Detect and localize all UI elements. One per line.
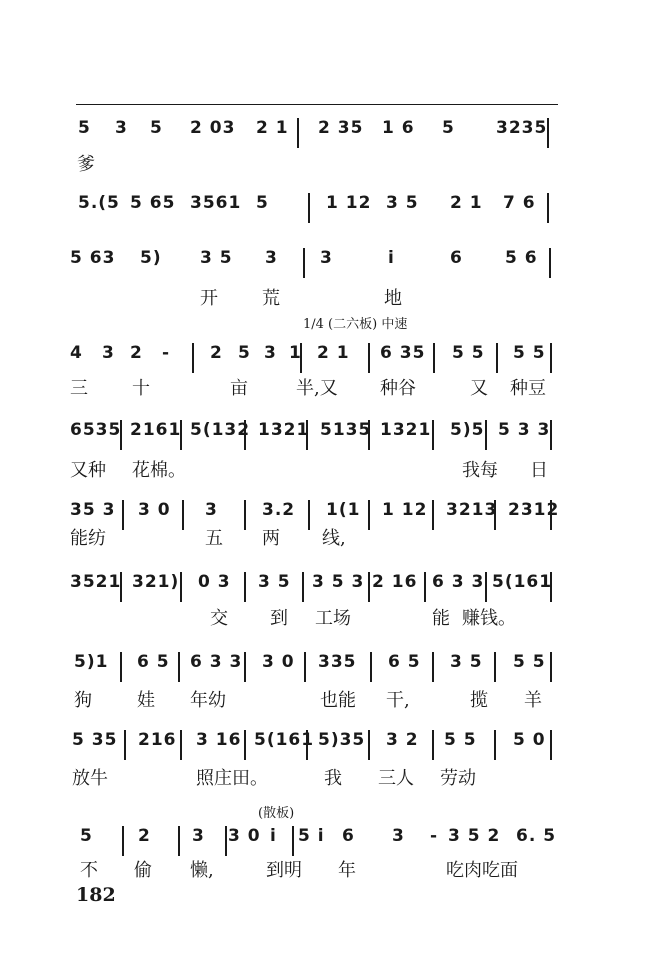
note-group: 5 63 xyxy=(70,248,116,268)
lyric-syllable: 我 xyxy=(324,768,342,789)
note-group: i xyxy=(270,826,277,846)
lyric-syllable: 偷 xyxy=(134,860,152,881)
note-group: 3 xyxy=(265,248,278,268)
lyric-syllable: 种豆 xyxy=(510,378,546,399)
note-group: 5)5 xyxy=(450,420,485,440)
note-group: 5 xyxy=(256,193,269,213)
score-line xyxy=(0,248,660,278)
note-group: - xyxy=(430,826,439,846)
note-group: 3 5 xyxy=(450,652,483,672)
note-group: 6 5 xyxy=(137,652,170,672)
bar-line xyxy=(494,730,496,760)
note-group: 5 35 xyxy=(72,730,118,750)
note-group: 2 1 xyxy=(256,118,289,138)
bar-line xyxy=(547,193,549,223)
note-group: 3521 xyxy=(70,572,122,592)
lyric-syllable: 三人 xyxy=(378,768,414,789)
bar-line xyxy=(308,500,310,530)
note-group: 5 0 xyxy=(513,730,546,750)
lyric-syllable: 年 xyxy=(338,860,356,881)
note-group: 1321 xyxy=(258,420,310,440)
tempo-marking: 1/4 (二六板) 中速 xyxy=(303,317,408,332)
bar-line xyxy=(494,652,496,682)
bar-line xyxy=(122,500,124,530)
bar-line xyxy=(432,420,434,450)
note-group: 2 1 xyxy=(450,193,483,213)
bar-line xyxy=(550,572,552,602)
lyric-syllable: 放牛 xyxy=(72,768,108,789)
lyric-syllable: 荒 xyxy=(262,288,280,309)
note-group: 2 xyxy=(138,826,151,846)
score-line xyxy=(0,193,660,223)
page-number: 182 xyxy=(76,884,116,906)
lyric-syllable: 两 xyxy=(262,528,280,549)
note-group: 5(161 xyxy=(492,572,553,592)
lyric-syllable: 不 xyxy=(80,860,98,881)
lyric-syllable: 种谷 xyxy=(380,378,416,399)
lyric-syllable: 工场 xyxy=(315,608,351,629)
note-group: 3 xyxy=(264,343,277,363)
note-group: 3 xyxy=(392,826,405,846)
note-group: 3 xyxy=(205,500,218,520)
tempo-marking: (散板) xyxy=(258,806,295,821)
note-group: 5 xyxy=(150,118,163,138)
note-group: 2 1 xyxy=(317,343,350,363)
bar-line xyxy=(432,730,434,760)
lyric-syllable: 赚钱。 xyxy=(462,608,516,629)
note-group: 6 35 xyxy=(380,343,426,363)
bar-line xyxy=(547,118,549,148)
note-group: 5 3 3 xyxy=(498,420,551,440)
note-group: 6535 xyxy=(70,420,122,440)
note-group: 3 xyxy=(102,343,115,363)
note-group: 6 5 xyxy=(388,652,421,672)
note-group: 5135 xyxy=(320,420,372,440)
lyric-syllable: 十 xyxy=(132,378,150,399)
lyric-syllable: 揽 xyxy=(470,690,488,711)
note-group: 2 03 xyxy=(190,118,236,138)
lyric-syllable: 娃 xyxy=(137,690,155,711)
bar-line xyxy=(432,500,434,530)
bar-line xyxy=(120,420,122,450)
bar-line xyxy=(485,420,487,450)
bar-line xyxy=(180,572,182,602)
lyric-syllable: 羊 xyxy=(524,690,542,711)
note-group: 5)35 xyxy=(318,730,366,750)
bar-line xyxy=(550,730,552,760)
note-group: 2 xyxy=(210,343,223,363)
note-group: 4 xyxy=(70,343,83,363)
note-group: 5 xyxy=(80,826,93,846)
note-group: 2 35 xyxy=(318,118,364,138)
note-group: 3 0 xyxy=(262,652,295,672)
lyric-syllable: 懒, xyxy=(190,860,214,881)
note-group: 3 2 xyxy=(386,730,419,750)
lyric-syllable: 狗 xyxy=(74,690,92,711)
lyric-syllable: 交 xyxy=(210,608,228,629)
note-group: 6 3 3 xyxy=(190,652,243,672)
note-group: 2312 xyxy=(508,500,560,520)
note-group: 6 xyxy=(450,248,463,268)
note-group: 3 16 xyxy=(196,730,242,750)
note-group: 5(161 xyxy=(254,730,315,750)
bar-line xyxy=(433,343,435,373)
lyric-syllable: 三 xyxy=(70,378,88,399)
bar-line xyxy=(244,500,246,530)
note-group: 1 6 xyxy=(382,118,415,138)
lyric-syllable: 花棉。 xyxy=(132,460,186,481)
note-group: 3235 xyxy=(496,118,548,138)
bar-line xyxy=(550,343,552,373)
lyric-syllable: 地 xyxy=(384,288,402,309)
note-group: 5(132 xyxy=(190,420,251,440)
note-group: 216 xyxy=(138,730,177,750)
bar-line xyxy=(302,572,304,602)
score-line xyxy=(0,730,660,760)
note-group: 3 5 xyxy=(386,193,419,213)
bar-line xyxy=(225,826,227,856)
bar-line xyxy=(306,420,308,450)
note-group: 5 xyxy=(78,118,91,138)
lyric-syllable: 吃肉吃面 xyxy=(446,860,518,881)
bar-line xyxy=(244,420,246,450)
bar-line xyxy=(180,420,182,450)
bar-line xyxy=(297,118,299,148)
score-line xyxy=(0,343,660,373)
bar-line xyxy=(120,652,122,682)
lyric-syllable: 到 xyxy=(270,608,288,629)
bar-line xyxy=(550,652,552,682)
bar-line xyxy=(124,730,126,760)
note-group: 3 5 xyxy=(200,248,233,268)
lyric-syllable: 亩 xyxy=(230,378,248,399)
note-group: 1 12 xyxy=(326,193,372,213)
bar-line xyxy=(432,652,434,682)
note-group: 3 0 xyxy=(138,500,171,520)
note-group: 3 5 3 xyxy=(312,572,365,592)
note-group: - xyxy=(162,343,171,363)
lyric-syllable: 半,又 xyxy=(296,378,338,399)
lyric-syllable: 照庄田。 xyxy=(196,768,268,789)
note-group: 3 5 2 xyxy=(448,826,501,846)
bar-line xyxy=(368,500,370,530)
note-group: 5 5 xyxy=(513,343,546,363)
note-group: 5) xyxy=(140,248,162,268)
lyric-syllable: 五 xyxy=(205,528,223,549)
lyric-syllable: 开 xyxy=(200,288,218,309)
bar-line xyxy=(368,572,370,602)
note-group: 335 xyxy=(318,652,357,672)
lyric-syllable: 干, xyxy=(386,690,410,711)
bar-line xyxy=(550,500,552,530)
note-group: 3 0 xyxy=(228,826,261,846)
note-group: 3561 xyxy=(190,193,242,213)
lyric-syllable: 线, xyxy=(322,528,346,549)
bar-line xyxy=(180,730,182,760)
note-group: i xyxy=(388,248,395,268)
bar-line xyxy=(178,826,180,856)
note-group: 3 xyxy=(115,118,128,138)
lyric-syllable: 也能 xyxy=(320,690,356,711)
note-group: 5 xyxy=(238,343,251,363)
lyric-syllable: 我每 xyxy=(462,460,498,481)
bar-line xyxy=(303,248,305,278)
lyric-syllable: 年幼 xyxy=(190,690,226,711)
system-top-rule xyxy=(76,104,558,105)
bar-line xyxy=(192,343,194,373)
note-group: 35 3 xyxy=(70,500,116,520)
bar-line xyxy=(292,826,294,856)
bar-line xyxy=(368,730,370,760)
note-group: 6 xyxy=(342,826,355,846)
note-group: 7 6 xyxy=(503,193,536,213)
note-group: 1321 xyxy=(380,420,432,440)
bar-line xyxy=(494,500,496,530)
bar-line xyxy=(485,572,487,602)
score-line xyxy=(0,826,660,856)
note-group: 5.(5 xyxy=(78,193,120,213)
lyric-syllable: 又种 xyxy=(70,460,106,481)
lyric-syllable: 爹 xyxy=(77,154,95,175)
score-line xyxy=(0,118,660,148)
bar-line xyxy=(308,193,310,223)
bar-line xyxy=(244,572,246,602)
lyric-syllable: 劳动 xyxy=(440,768,476,789)
note-group: 321) xyxy=(132,572,180,592)
note-group: 3 xyxy=(320,248,333,268)
lyric-syllable: 到明 xyxy=(266,860,302,881)
note-group: 3.2 xyxy=(262,500,296,520)
bar-line xyxy=(182,500,184,530)
note-group: 3213 xyxy=(446,500,498,520)
note-group: 5 65 xyxy=(130,193,176,213)
score-line xyxy=(0,572,660,602)
note-group: 5)1 xyxy=(74,652,109,672)
bar-line xyxy=(549,248,551,278)
note-group: 5 5 xyxy=(452,343,485,363)
note-group: 6. 5 xyxy=(516,826,557,846)
note-group: 1 xyxy=(289,343,302,363)
bar-line xyxy=(496,343,498,373)
note-group: 5 xyxy=(442,118,455,138)
bar-line xyxy=(368,420,370,450)
bar-line xyxy=(368,343,370,373)
lyric-syllable: 能 xyxy=(432,608,450,629)
lyric-syllable: 又 xyxy=(470,378,488,399)
lyric-syllable: 能纺 xyxy=(70,528,106,549)
note-group: 1(1 xyxy=(326,500,361,520)
note-group: 5 i xyxy=(298,826,325,846)
note-group: 1 12 xyxy=(382,500,428,520)
note-group: 2 16 xyxy=(372,572,418,592)
note-group: 5 5 xyxy=(513,652,546,672)
bar-line xyxy=(244,652,246,682)
lyric-syllable: 日 xyxy=(530,460,548,481)
note-group: 5 6 xyxy=(505,248,538,268)
bar-line xyxy=(120,572,122,602)
bar-line xyxy=(122,826,124,856)
note-group: 3 xyxy=(192,826,205,846)
bar-line xyxy=(424,572,426,602)
bar-line xyxy=(178,652,180,682)
bar-line xyxy=(304,652,306,682)
bar-line xyxy=(244,730,246,760)
note-group: 6 3 3 xyxy=(432,572,485,592)
bar-line xyxy=(370,652,372,682)
bar-line xyxy=(550,420,552,450)
note-group: 3 5 xyxy=(258,572,291,592)
note-group: 2161 xyxy=(130,420,182,440)
note-group: 0 3 xyxy=(198,572,231,592)
note-group: 5 5 xyxy=(444,730,477,750)
bar-line xyxy=(306,730,308,760)
score-line xyxy=(0,420,660,450)
bar-line xyxy=(300,343,302,373)
score-line xyxy=(0,652,660,682)
note-group: 2 xyxy=(130,343,143,363)
